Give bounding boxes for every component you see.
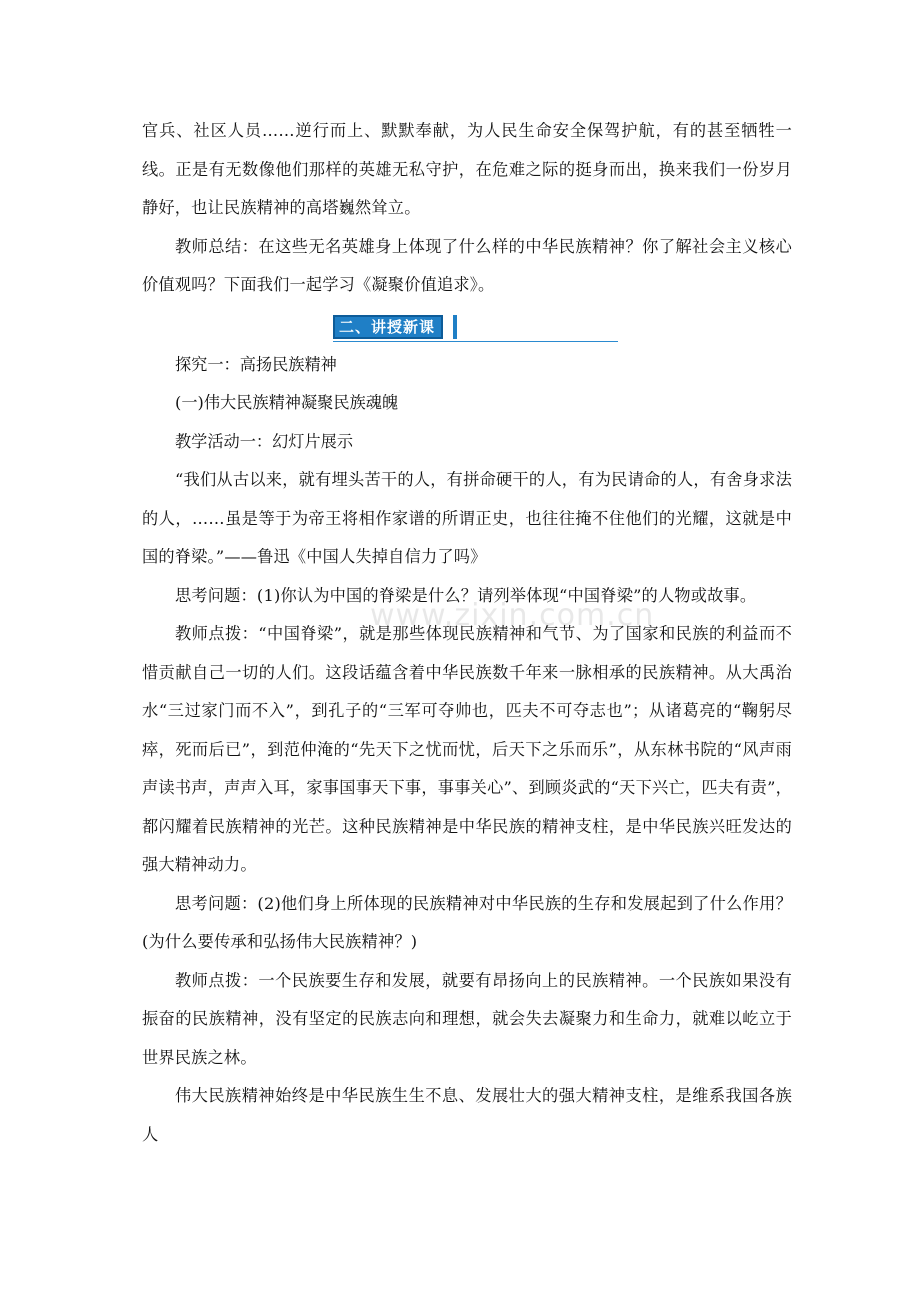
subsection-heading: (一)伟大民族精神凝聚民族魂魄	[175, 393, 399, 412]
document-page	[142, 112, 792, 1154]
activity-heading: 教学活动一：幻灯片展示	[175, 431, 354, 451]
section-title: 二、讲授新课	[333, 315, 443, 339]
paragraph-teacher-guidance-2: 教师点拨：一个民族要生存和发展，就要有昂扬向上的民族精神。一个民族如果没有振奋的民族精神，没有坚定的民族志向和理想，就会失去凝聚力和生命力，就难以屹立于世界民族之林。	[142, 970, 792, 1067]
paragraph-heroes: 官兵、社区人员……逆行而上、默默奉献，为人民生命安全保驾护航，有的甚至牺牲一线。正是有无数像他们那样的英雄无私守护，在危难之际的挺身而出，换来我们一份岁月静好，也让民族精神的高塔巍然耸立。	[142, 121, 792, 217]
paragraph-national-spirit: 伟大民族精神始终是中华民族生生不息、发展壮大的强大精神支柱，是维系我国各族人	[142, 1086, 792, 1144]
paragraph-luxun-quote: “我们从古以来，就有埋头苦干的人，有拼命硬干的人，有为民请命的人，有舍身求法的人，……虽是等于为帝王将相作家谱的所谓正史，也往往掩不住他们的光耀，这就是中国的脊梁。”——鲁迅《中国人失掉自信力了吗》	[142, 470, 792, 566]
watermark-text: www.zixin.com.cn	[370, 598, 655, 633]
paragraph-question-1: 思考问题：(1)你认为中国的脊梁是什么？请列举体现“中国脊梁”的人物或故事。	[175, 585, 757, 605]
section-header	[142, 307, 792, 345]
paragraph-teacher-summary: 教师总结：在这些无名英雄身上体现了什么样的中华民族精神？你了解社会主义核心价值观吗？下面我们一起学习《凝聚价值追求》。	[142, 236, 792, 294]
explore-heading: 探究一：高扬民族精神	[175, 354, 337, 374]
paragraph-teacher-guidance-1: 教师点拨：“中国脊梁”，就是那些体现民族精神和气节、为了国家和民族的利益而不惜贡献自己一切的人们。这段话蕴含着中华民族数千年来一脉相承的民族精神。从大禹治水“三过家门而不入”，到孔子的“三军可夺帅也，匹夫不可夺志也”；从诸葛亮的“鞠躬尽瘁，死而后已”，到范仲淹的“先天下之忧而忧，后天下之乐而乐”，从东林书院的“风声雨声读书声，声声入耳，家事国事天下事，事事关心”、到顾炎武的“天下兴亡，匹夫有责”，都闪耀着民族精神的光芒。这种民族精神是中华民族的精神支柱，是中华民族兴旺发达的强大精神动力。	[142, 624, 792, 874]
section-underline	[333, 341, 618, 342]
paragraph-question-2: 思考问题：(2)他们身上所体现的民族精神对中华民族的生存和发展起到了什么作用？(为什么要传承和弘扬伟大民族精神？)	[142, 893, 792, 951]
section-bar-decoration	[453, 315, 457, 339]
